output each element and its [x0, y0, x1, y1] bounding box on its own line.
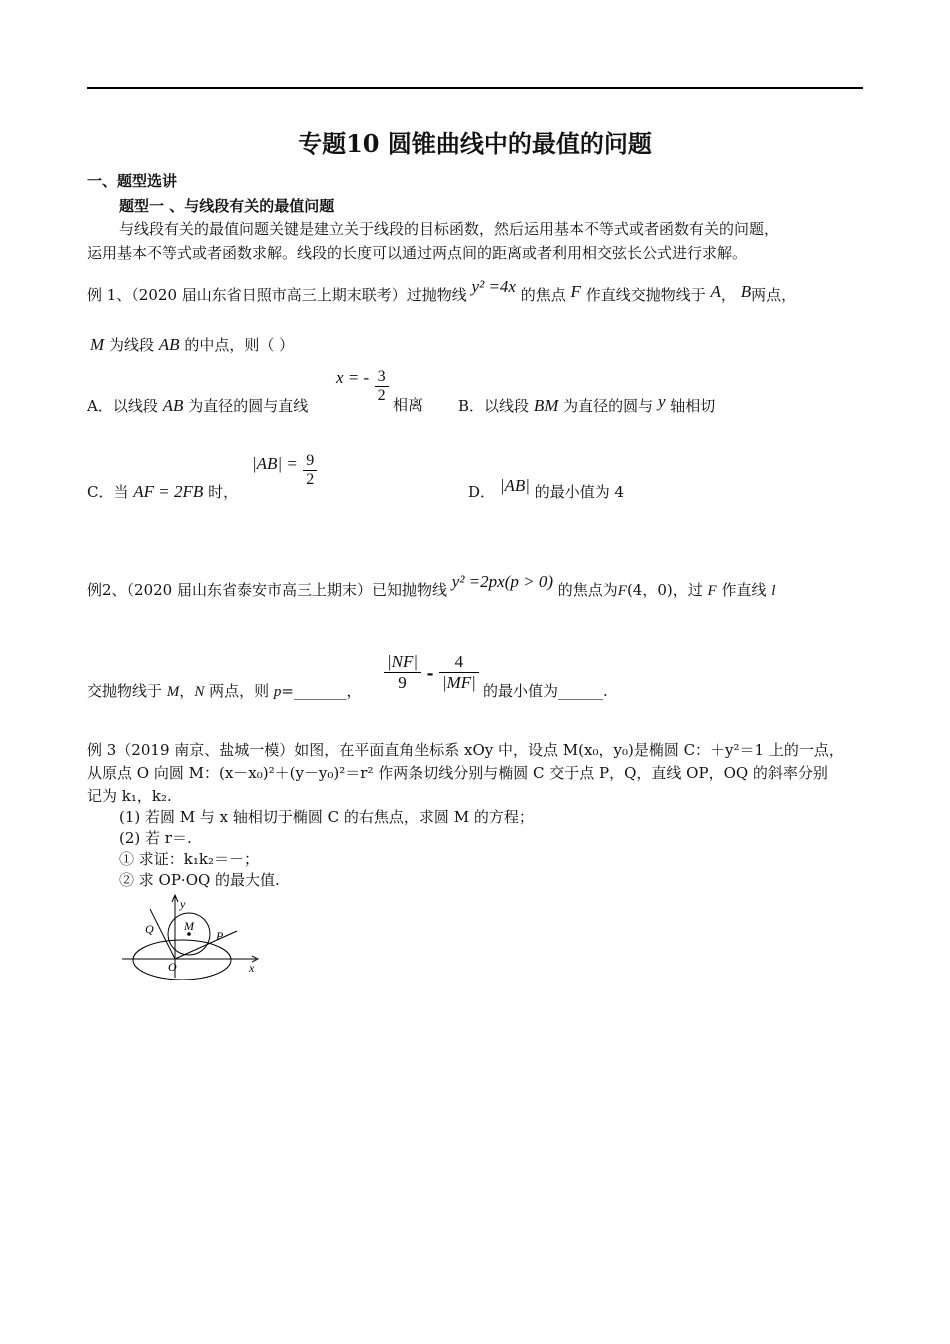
- ex2-text-1: 的焦点为: [557, 581, 618, 599]
- ex1-l2-text-2: 的中点，则（ ）: [184, 336, 295, 354]
- ex1-parabola-equation: y² =4x: [471, 277, 516, 296]
- option-a-fraction: [375, 368, 389, 405]
- ex2-sep: ，: [179, 682, 195, 700]
- ex1-l2-text-1: 为线段: [108, 336, 154, 354]
- ex1-lead: 例 1、（2020 届山东省日照市高三上期末联考）过抛物线: [87, 286, 467, 304]
- label-x: x: [249, 961, 255, 975]
- option-c-numerator: 9: [306, 452, 315, 469]
- ex2-point-M: M: [166, 684, 180, 700]
- tangent-line-OQ: [150, 909, 175, 959]
- label-Q: Q: [145, 922, 154, 936]
- ex1-option-c: [87, 480, 238, 504]
- option-a-AB: AB: [162, 396, 184, 415]
- example-3-line-1: 例 3（2019 南京、盐城一模）如图，在平面直角坐标系 xOy 中，设点 M(x₀，y₀)是椭圆 C：＋y²＝1 上的一点，: [87, 741, 844, 759]
- ex2-minus: -: [426, 664, 434, 684]
- ellipse-circle-figure: [116, 888, 266, 980]
- example-2-line-2: [87, 680, 361, 704]
- ex2-frac1-denominator: 9: [384, 672, 421, 693]
- ex2-frac2-denominator: |MF|: [439, 672, 479, 693]
- ex1-text-3: 两点，: [751, 286, 797, 304]
- option-c-prefix: C．当: [87, 483, 129, 501]
- ex2-fraction-2: [439, 652, 479, 693]
- ex2-l2-text-1: 交抛物线于: [87, 682, 163, 700]
- header-rule: [87, 87, 863, 89]
- example-1-line-1: [87, 277, 797, 307]
- ex2-focus-coord: (4，0)，过: [626, 581, 703, 599]
- ex2-text-2: 作直线: [721, 581, 767, 599]
- ex2-blank-p: =_______，: [281, 682, 362, 700]
- option-a-prefix: A．以线段: [87, 397, 158, 415]
- option-a-mid: 为直径的圆与直线: [188, 397, 309, 415]
- intro-line-2: 运用基本不等式或者函数求解。线段的长度可以通过两点间的距离或者利用相交弦长公式进行求解。: [87, 244, 748, 262]
- label-O: O: [168, 960, 177, 974]
- ex2-frac2-numerator: 4: [454, 652, 464, 671]
- ex1-option-b: [458, 394, 715, 418]
- option-c-fraction: [303, 452, 317, 489]
- ex2-focus-F-2: F: [707, 583, 717, 599]
- ellipse-C: [133, 940, 231, 980]
- option-d-post: 的最小值为 4: [534, 483, 625, 501]
- example-1-line-2: [90, 333, 294, 357]
- ex2-l2-text-3: 的最小值为______.: [483, 682, 608, 700]
- label-M: M: [184, 919, 194, 933]
- option-b-mid: 为直径的圆与: [563, 397, 654, 415]
- ex1-focus-F: F: [570, 282, 581, 301]
- option-c-equation: AF = 2FB: [133, 482, 204, 501]
- ex1-comma: ，: [720, 286, 736, 304]
- example-3-question-2b: ② 求 OP·OQ 的最大值.: [119, 871, 280, 889]
- label-P: P: [216, 929, 224, 943]
- ex1-point-A: A: [710, 282, 721, 301]
- ex2-point-N: N: [194, 684, 205, 700]
- ex2-focus-F: F: [617, 583, 627, 599]
- option-c-mid: 时，: [208, 483, 239, 501]
- type-heading: 题型一 、与线段有关的最值问题: [119, 197, 335, 215]
- example-3-line-3: 记为 k₁，k₂.: [87, 787, 172, 805]
- ex1-option-c-abs: [252, 452, 317, 489]
- section-heading: 一、题型选讲: [87, 172, 178, 190]
- ex2-lead: 例2、（2020 届山东省泰安市高三上期末）已知抛物线: [87, 581, 447, 599]
- option-d-prefix: D．: [468, 483, 496, 501]
- ex2-fraction-1: [384, 652, 421, 693]
- ex1-text-1: 的焦点: [520, 286, 566, 304]
- ex1-segment-AB: AB: [158, 335, 180, 354]
- option-a-denominator: 2: [375, 386, 389, 405]
- option-a-numerator: 3: [377, 368, 386, 385]
- ex1-point-B: B: [740, 282, 752, 301]
- ex1-option-a-post: 相离: [393, 396, 424, 414]
- tangent-line-OP: [175, 931, 237, 959]
- ex2-l2-text-2: 两点，则: [209, 682, 270, 700]
- ex2-line-l: l: [771, 583, 776, 599]
- ex2-p: p: [273, 684, 282, 700]
- option-c-denominator: 2: [303, 470, 317, 489]
- option-b-prefix: B．以线段: [458, 397, 530, 415]
- ex2-expression: [384, 652, 479, 693]
- ex1-text-2: 作直线交抛物线于: [585, 286, 706, 304]
- ex1-option-d: [468, 476, 625, 504]
- option-b-y: y: [657, 392, 666, 411]
- example-3-question-1: (1) 若圆 M 与 x 轴相切于椭圆 C 的右焦点，求圆 M 的方程；: [119, 808, 534, 826]
- example-3-question-2a: ① 求证：k₁k₂＝－；: [119, 850, 259, 868]
- option-d-abs-AB: |AB|: [499, 476, 530, 495]
- option-a-x: x = -: [336, 368, 370, 387]
- ex1-midpoint-M: M: [90, 335, 105, 354]
- intro-line-1: 与线段有关的最值问题关键是建立关于线段的目标函数，然后运用基本不等式或者函数有关的问题，: [119, 220, 780, 238]
- label-y: y: [180, 897, 186, 911]
- example-3-line-2: 从原点 O 向圆 M：(x－x₀)²＋(y－y₀)²＝r² 作两条切线分别与椭圆 C 交于点 P，Q，直线 OP，OQ 的斜率分别: [87, 764, 828, 782]
- page-title: 专题10 圆锥曲线中的最值的问题: [298, 129, 652, 158]
- ex2-frac1-numerator: |NF|: [387, 652, 419, 671]
- ex2-parabola-equation: y² =2px(p > 0): [451, 572, 553, 591]
- example-2-line-1: [87, 572, 776, 603]
- example-3-question-2: (2) 若 r＝.: [119, 829, 192, 847]
- option-b-BM: BM: [533, 396, 559, 415]
- option-c-abs-AB: |AB| =: [252, 454, 298, 473]
- ex1-option-a-equation: [336, 368, 389, 405]
- option-b-post: 轴相切: [670, 397, 716, 415]
- ex1-option-a-text: [87, 394, 308, 418]
